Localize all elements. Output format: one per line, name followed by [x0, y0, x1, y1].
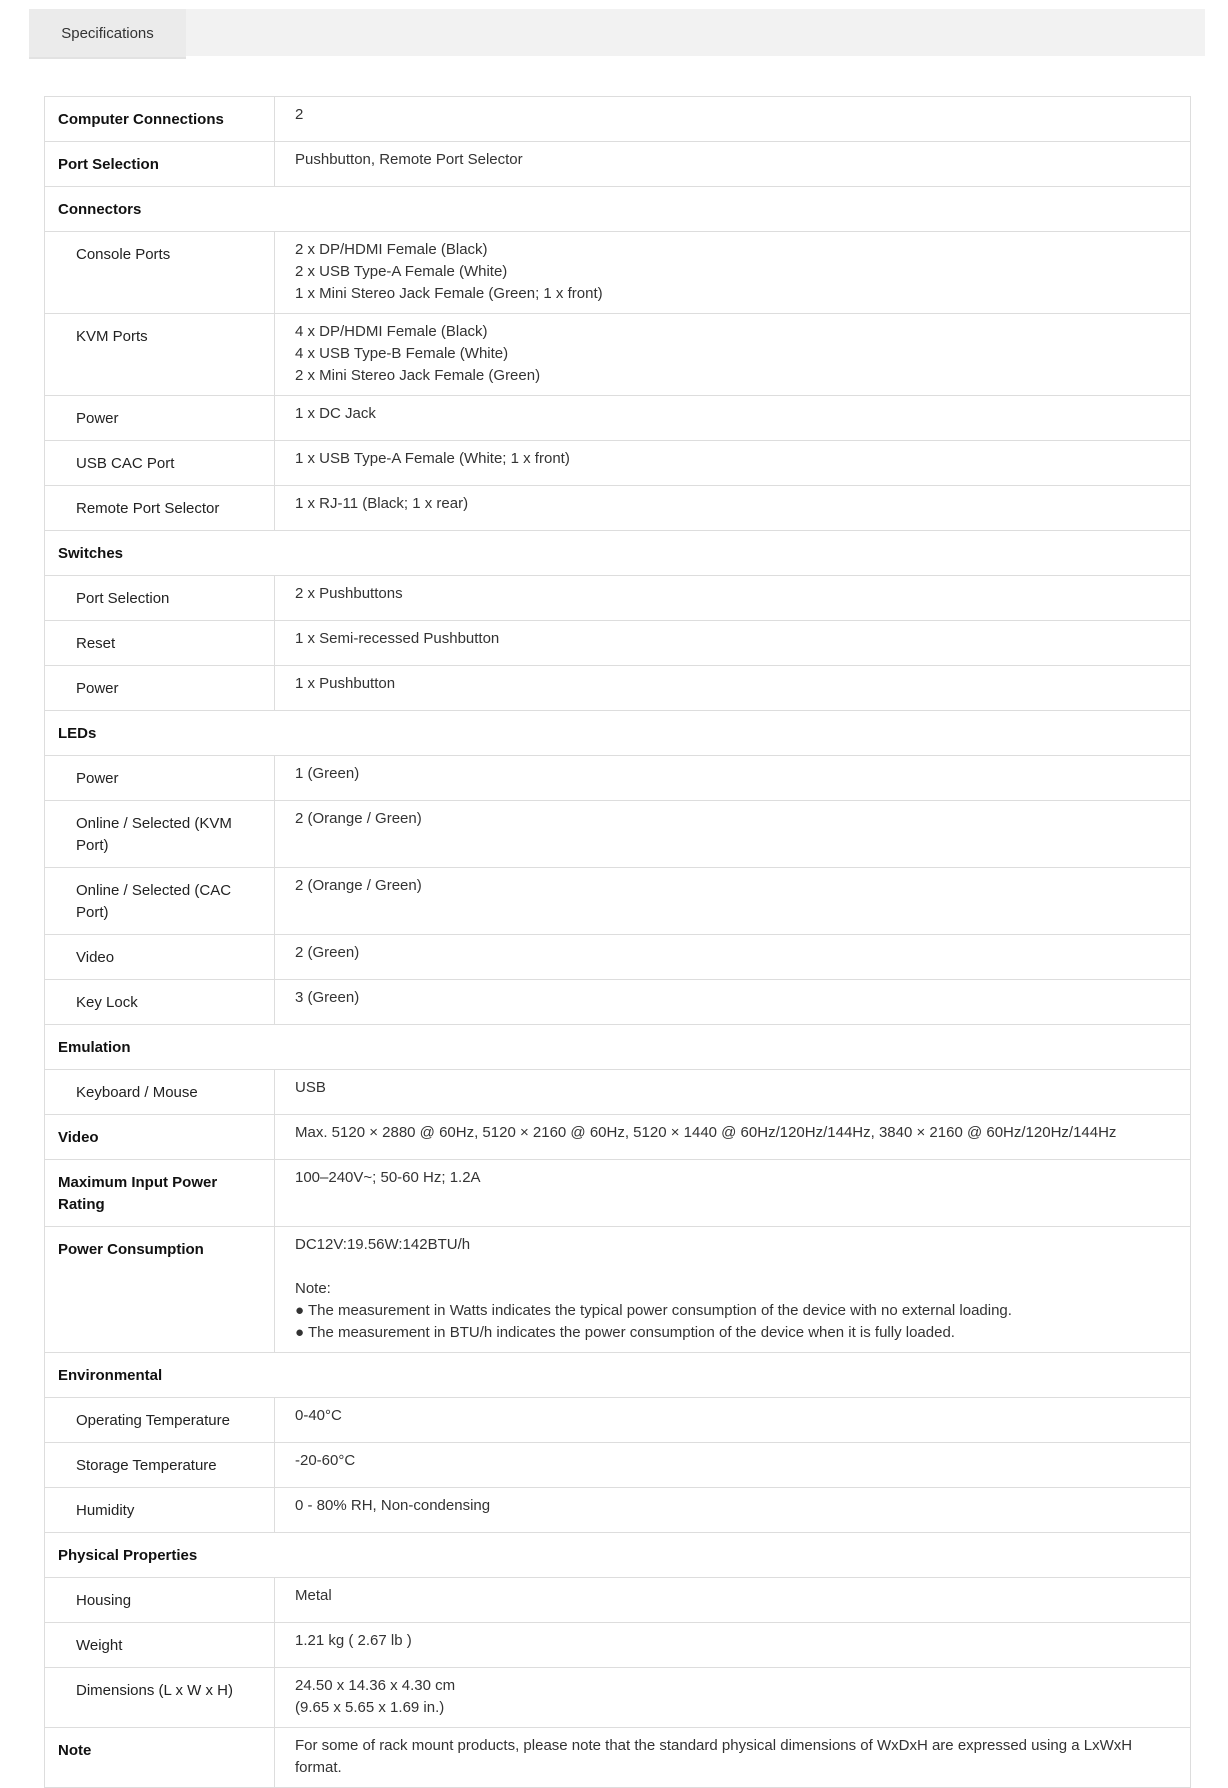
spec-value-line: 1 (Green)	[295, 765, 360, 782]
spec-value-line: 2 (Orange / Green)	[295, 877, 422, 894]
section-header-row	[45, 711, 1191, 756]
spec-label: Keyboard / Mouse	[45, 1070, 275, 1115]
spec-row	[45, 1160, 1191, 1227]
spec-value-line: 2 (Orange / Green)	[295, 810, 422, 827]
spec-value-line: 100–240V~; 50-60 Hz; 1.2A	[295, 1169, 481, 1186]
specifications-table	[44, 96, 1191, 1788]
section-title: Connectors	[45, 187, 1191, 232]
spec-row	[45, 486, 1191, 531]
spec-value	[275, 396, 1191, 441]
spec-row	[45, 232, 1191, 314]
section-title: LEDs	[45, 711, 1191, 756]
spec-value	[275, 666, 1191, 711]
spec-value	[275, 486, 1191, 531]
spec-value-line: 1 x Pushbutton	[295, 675, 396, 692]
spec-value-line: 1 x Mini Stereo Jack Female (Green; 1 x front)	[295, 285, 603, 302]
spec-label: Port Selection	[45, 576, 275, 621]
spec-label: Note	[45, 1728, 275, 1788]
spec-value	[275, 1070, 1191, 1115]
section-header-row	[45, 1533, 1191, 1578]
spec-row	[45, 935, 1191, 980]
spec-value-line: Note:	[295, 1280, 331, 1297]
spec-label: Power	[45, 396, 275, 441]
spec-value	[275, 801, 1191, 868]
spec-label: Port Selection	[45, 142, 275, 187]
section-title: Switches	[45, 531, 1191, 576]
spec-label: Power	[45, 756, 275, 801]
spec-row	[45, 1488, 1191, 1533]
spec-label: Video	[45, 1115, 275, 1160]
spec-row	[45, 314, 1191, 396]
spec-label: Remote Port Selector	[45, 486, 275, 531]
spec-row	[45, 1443, 1191, 1488]
spec-value-line: 0 - 80% RH, Non-condensing	[295, 1497, 491, 1514]
section-header-row	[45, 1353, 1191, 1398]
spec-value	[275, 1160, 1191, 1227]
spec-value-line: 2 x DP/HDMI Female (Black)	[295, 241, 488, 258]
spec-label: Power	[45, 666, 275, 711]
section-header-row	[45, 531, 1191, 576]
spec-value-line: 2 x USB Type-A Female (White)	[295, 263, 508, 280]
spec-value-line: 2 x Pushbuttons	[295, 585, 403, 602]
spec-value-line: 2	[295, 106, 304, 123]
spec-row	[45, 756, 1191, 801]
spec-row	[45, 980, 1191, 1025]
spec-value	[275, 1668, 1191, 1728]
spec-value-line: 4 x DP/HDMI Female (Black)	[295, 323, 488, 340]
spec-value	[275, 1227, 1191, 1353]
spec-value-line: 4 x USB Type-B Female (White)	[295, 345, 509, 362]
spec-row	[45, 1668, 1191, 1728]
tab-bar	[29, 9, 1205, 56]
spec-label: KVM Ports	[45, 314, 275, 396]
spec-value	[275, 1115, 1191, 1160]
spec-value	[275, 935, 1191, 980]
spec-value-line: DC12V:19.56W:142BTU/h	[295, 1236, 471, 1253]
spec-label: Computer Connections	[45, 97, 275, 142]
spec-value-line: 2 x Mini Stereo Jack Female (Green)	[295, 367, 541, 384]
spec-value	[275, 97, 1191, 142]
spec-value	[275, 621, 1191, 666]
specifications-panel	[44, 96, 1191, 1788]
spec-label: Operating Temperature	[45, 1398, 275, 1443]
spec-row	[45, 1578, 1191, 1623]
spec-label: Power Consumption	[45, 1227, 275, 1353]
spec-value-line: 1 x RJ-11 (Black; 1 x rear)	[295, 495, 469, 512]
spec-value	[275, 1443, 1191, 1488]
spec-value	[275, 1578, 1191, 1623]
spec-value-line: ● The measurement in Watts indicates the typical power consumption of the device with no external loading.	[295, 1302, 1012, 1319]
spec-label: Online / Selected (KVM Port)	[45, 801, 275, 868]
spec-label: Humidity	[45, 1488, 275, 1533]
section-title: Environmental	[45, 1353, 1191, 1398]
spec-value-line: 1 x DC Jack	[295, 405, 376, 422]
spec-value-line: -20-60°C	[295, 1452, 356, 1469]
spec-value-line: 1.21 kg ( 2.67 lb )	[295, 1632, 412, 1649]
spec-value-line: USB	[295, 1079, 326, 1096]
spec-row	[45, 666, 1191, 711]
spec-label: Storage Temperature	[45, 1443, 275, 1488]
spec-row	[45, 801, 1191, 868]
spec-label: Video	[45, 935, 275, 980]
spec-row	[45, 1227, 1191, 1353]
spec-label: Key Lock	[45, 980, 275, 1025]
spec-value-line: 0-40°C	[295, 1407, 342, 1424]
spec-row	[45, 1070, 1191, 1115]
spec-row	[45, 1115, 1191, 1160]
section-title: Physical Properties	[45, 1533, 1191, 1578]
spec-value-line: For some of rack mount products, please note that the standard physical dimensions of WxDxH are expressed using a LxWxH format.	[295, 1737, 1133, 1776]
section-header-row	[45, 1025, 1191, 1070]
spec-value	[275, 1728, 1191, 1788]
spec-label: Weight	[45, 1623, 275, 1668]
spec-value-line: Metal	[295, 1587, 332, 1604]
spec-value	[275, 576, 1191, 621]
spec-label: Dimensions (L x W x H)	[45, 1668, 275, 1728]
spec-value-line: 1 x USB Type-A Female (White; 1 x front)	[295, 450, 570, 467]
spec-value-line: (9.65 x 5.65 x 1.69 in.)	[295, 1699, 445, 1716]
spec-value-line: 24.50 x 14.36 x 4.30 cm	[295, 1677, 456, 1694]
tab-specifications[interactable]: Specifications	[29, 9, 186, 59]
spec-value	[275, 1623, 1191, 1668]
spec-label: Reset	[45, 621, 275, 666]
spec-value	[275, 1488, 1191, 1533]
spec-value-line: ● The measurement in BTU/h indicates the power consumption of the device when it is fully loaded.	[295, 1324, 955, 1341]
spec-value-line: 1 x Semi-recessed Pushbutton	[295, 630, 500, 647]
spec-value	[275, 314, 1191, 396]
spec-value-line: 2 (Green)	[295, 944, 360, 961]
spec-row	[45, 1398, 1191, 1443]
spec-value-line: 3 (Green)	[295, 989, 360, 1006]
spec-row	[45, 441, 1191, 486]
spec-label: Housing	[45, 1578, 275, 1623]
spec-row	[45, 142, 1191, 187]
spec-value	[275, 980, 1191, 1025]
spec-row	[45, 1623, 1191, 1668]
spec-value	[275, 1398, 1191, 1443]
spec-row	[45, 621, 1191, 666]
spec-value	[275, 232, 1191, 314]
spec-value	[275, 868, 1191, 935]
spec-row	[45, 97, 1191, 142]
spec-label: USB CAC Port	[45, 441, 275, 486]
spacer	[295, 1256, 1176, 1278]
spec-row	[45, 1728, 1191, 1788]
spec-value-line: Pushbutton, Remote Port Selector	[295, 151, 523, 168]
spec-value-line: Max. 5120 × 2880 @ 60Hz, 5120 × 2160 @ 60Hz, 5120 × 1440 @ 60Hz/120Hz/144Hz, 3840 × 2160 @ 60Hz/120Hz/144Hz	[295, 1124, 1117, 1141]
section-header-row	[45, 187, 1191, 232]
spec-row	[45, 576, 1191, 621]
spec-value	[275, 142, 1191, 187]
spec-value	[275, 756, 1191, 801]
spec-label: Maximum Input Power Rating	[45, 1160, 275, 1227]
spec-row	[45, 396, 1191, 441]
spec-label: Online / Selected (CAC Port)	[45, 868, 275, 935]
spec-label: Console Ports	[45, 232, 275, 314]
spec-value	[275, 441, 1191, 486]
spec-row	[45, 868, 1191, 935]
section-title: Emulation	[45, 1025, 1191, 1070]
